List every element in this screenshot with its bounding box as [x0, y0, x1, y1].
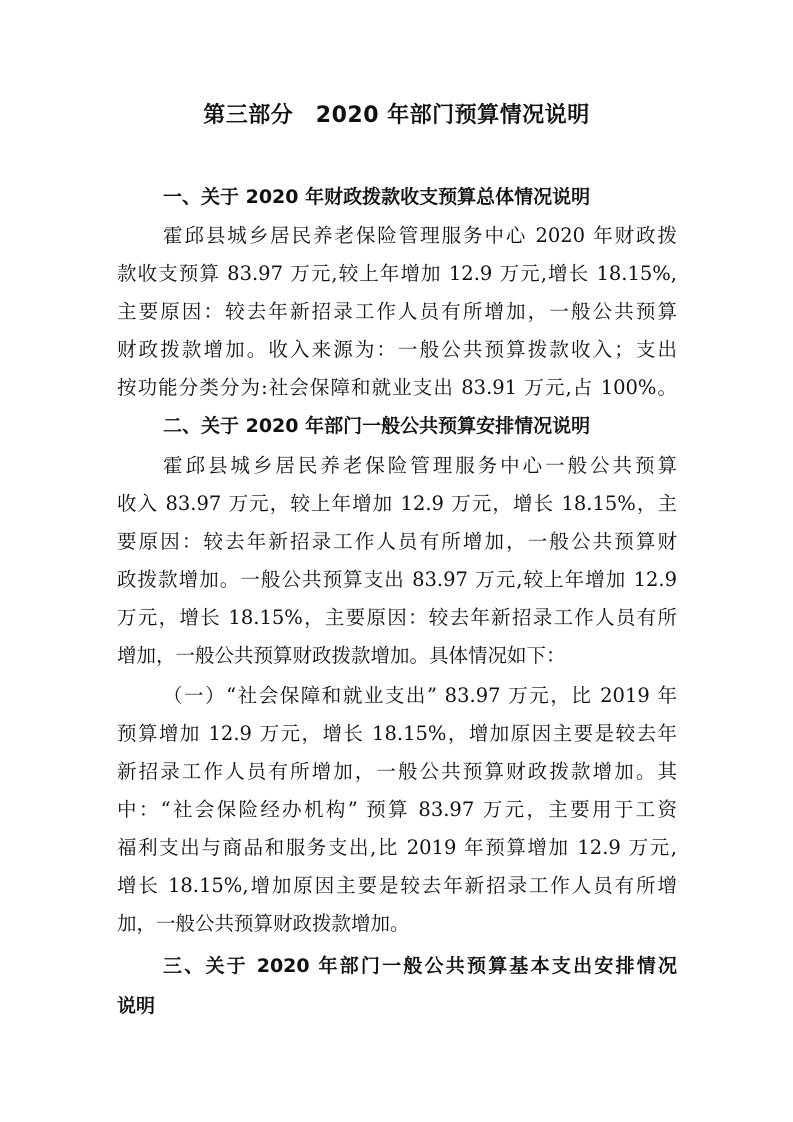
subsection-1-line: 新招录工作人员有所增加，一般公共预算财政拨款增加。其: [117, 760, 677, 783]
subsection-1-line: 福利支出与商品和服务支出,比 2019 年预算增加 12.9 万元,: [117, 836, 677, 859]
section-2-line: 政拨款增加。一般公共预算支出 83.97 万元,较上年增加 12.9: [117, 568, 677, 591]
page-title: 第三部分 2020 年部门预算情况说明: [203, 103, 590, 128]
section-2-line: 要原因：较去年新招录工作人员有所增加，一般公共预算财: [117, 530, 677, 553]
section-2-line: 收入 83.97 万元，较上年增加 12.9 万元，增长 18.15%，主: [117, 492, 677, 515]
section-3-heading: 三、关于 2020 年部门一般公共预算基本支出安排情况: [163, 955, 677, 977]
section-1-line: 主要原因：较去年新招录工作人员有所增加，一般公共预算: [117, 300, 677, 323]
section-1-line: 霍邱县城乡居民养老保险管理服务中心 2020 年财政拨: [163, 224, 677, 247]
subsection-1-line: 中：“社会保险经办机构” 预算 83.97 万元，主要用于工资: [117, 798, 677, 821]
section-2-line: 增加，一般公共预算财政拨款增加。具体情况如下：: [117, 644, 566, 667]
section-1-heading: 一、关于 2020 年财政拨款收支预算总体情况说明: [163, 186, 591, 208]
section-2-line: 万元，增长 18.15%，主要原因：较去年新招录工作人员有所: [117, 606, 677, 629]
subsection-1-line: 增长 18.15%,增加原因主要是较去年新招录工作人员有所增: [117, 874, 677, 897]
section-1-line: 财政拨款增加。收入来源为：一般公共预算拨款收入；支出: [117, 338, 677, 361]
subsection-1-line: （一）“社会保障和就业支出” 83.97 万元，比 2019 年: [163, 684, 677, 707]
subsection-1-line: 加，一般公共预算财政拨款增加。: [117, 912, 410, 935]
section-2-line: 霍邱县城乡居民养老保险管理服务中心一般公共预算: [163, 454, 677, 477]
section-1-line: 按功能分类分为:社会保障和就业支出 83.91 万元,占 100%。: [117, 376, 677, 399]
section-2-heading: 二、关于 2020 年部门一般公共预算安排情况说明: [163, 415, 591, 437]
section-3-heading-continued: 说明: [117, 995, 156, 1017]
section-1-line: 款收支预算 83.97 万元,较上年增加 12.9 万元,增长 18.15%,: [117, 262, 677, 285]
subsection-1-line: 预算增加 12.9 万元，增长 18.15%，增加原因主要是较去年: [117, 722, 677, 745]
